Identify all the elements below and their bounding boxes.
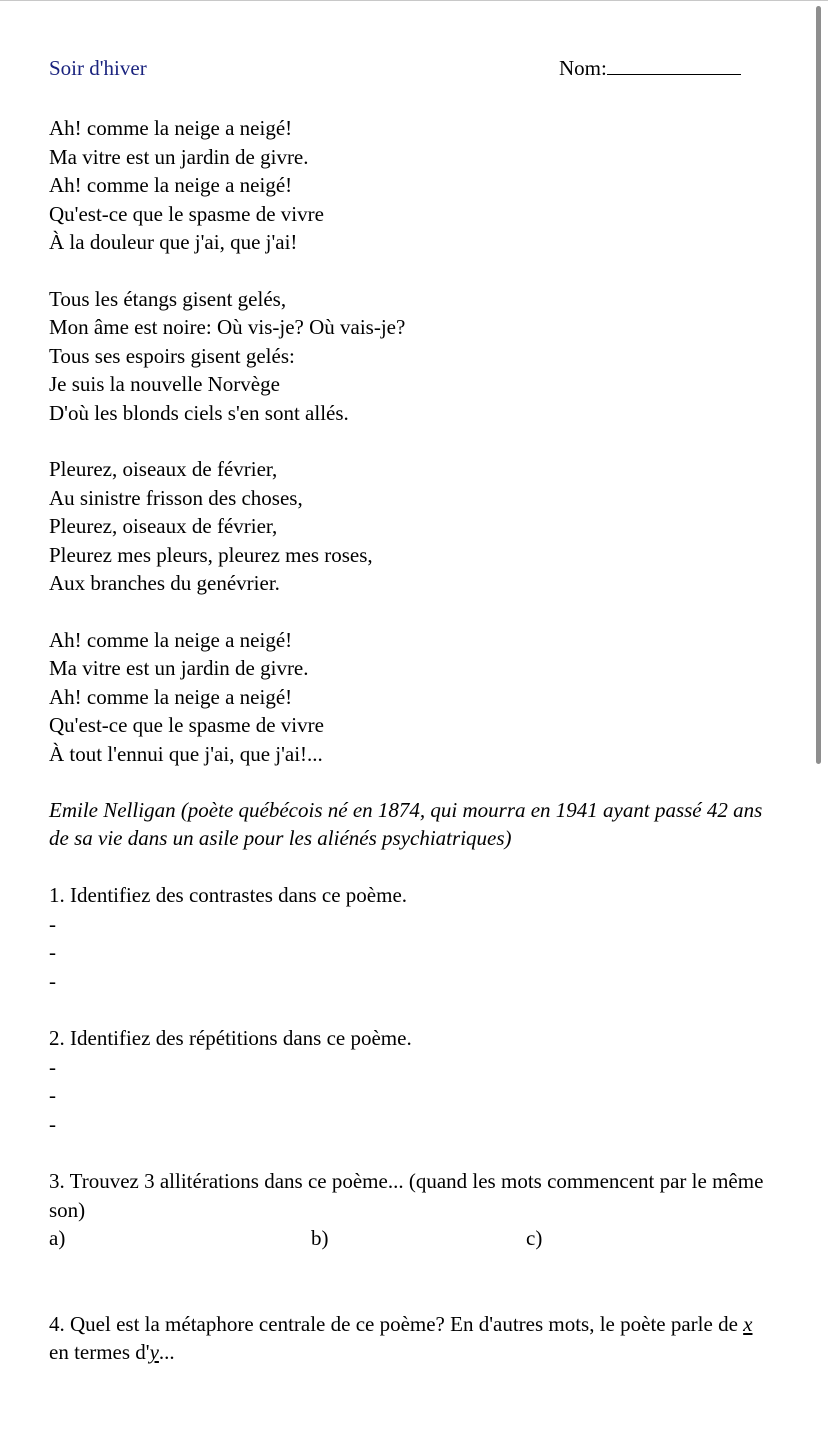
stanza <box>49 285 789 428</box>
answer-dash: - <box>49 911 56 936</box>
poem-line: Ah! comme la neige a neigé! <box>49 684 293 709</box>
poem-line: D'où les blonds ciels s'en sont allés. <box>49 400 349 425</box>
name-label: Nom: <box>559 56 607 80</box>
name-field <box>559 54 741 82</box>
answer-label-a: a) <box>49 1226 66 1250</box>
answer-dash: - <box>49 968 56 993</box>
poem-line: Ah! comme la neige a neigé! <box>49 173 293 197</box>
question-4-end: ... <box>158 1340 175 1364</box>
question-4 <box>49 1310 774 1367</box>
stanza <box>49 114 789 257</box>
poem-line: Pleurez, oiseaux de février, <box>49 457 278 481</box>
answer-label-c: c) <box>526 1226 543 1250</box>
poem-line: Au sinistre frisson des choses, <box>49 485 303 510</box>
poem-line: Aux branches du genévrier. <box>49 571 280 595</box>
stanza <box>49 626 789 769</box>
poem-line: Ma vitre est un jardin de givre. <box>49 144 309 169</box>
question-3-text: 3. Trouvez 3 allitérations dans ce poème... (quand les mots commencent par le même son) <box>49 1169 764 1222</box>
poem-line: À tout l'ennui que j'ai, que j'ai!... <box>49 741 323 766</box>
poem-line: Qu'est-ce que le spasme de vivre <box>49 201 324 226</box>
worksheet <box>49 54 789 1367</box>
variable-y: y <box>149 1340 159 1364</box>
poem-line: Tous les étangs gisent gelés, <box>49 286 287 311</box>
answer-label-b: b) <box>311 1226 329 1250</box>
question-2-text: 2. Identifiez des répétitions dans ce poème. <box>49 1026 412 1050</box>
question-3-answers <box>49 1224 789 1253</box>
poem-line: Mon âme est noire: Où vis-je? Où vais-je? <box>49 315 406 339</box>
poem-line: Pleurez mes pleurs, pleurez mes roses, <box>49 542 373 567</box>
top-border <box>0 0 828 1</box>
poem-line: Qu'est-ce que le spasme de vivre <box>49 713 324 737</box>
author-note: Emile Nelligan (poète québécois né en 1874, qui mourra en 1941 ayant passé 42 ans de sa vie dans un asile pour les aliénés psychiatriques) <box>49 798 763 850</box>
stanza <box>49 455 789 598</box>
poem <box>49 114 789 768</box>
name-blank-line[interactable] <box>607 54 741 75</box>
poem-line: Je suis la nouvelle Norvège <box>49 372 280 396</box>
poem-line: Tous ses espoirs gisent gelés: <box>49 343 295 368</box>
variable-x: x <box>743 1311 753 1336</box>
answer-dash: - <box>49 1054 56 1079</box>
question-2 <box>49 1024 789 1138</box>
question-1-text: 1. Identifiez des contrastes dans ce poème. <box>49 883 408 907</box>
scrollbar[interactable] <box>816 6 821 764</box>
poem-title: Soir d'hiver <box>49 56 147 80</box>
answer-dash: - <box>49 1083 56 1107</box>
answer-dash: - <box>49 940 56 964</box>
poem-line: Ah! comme la neige a neigé! <box>49 116 293 140</box>
question-4-text: 4. Quel est la métaphore centrale de ce poème? En d'autres mots, le poète parle de <box>49 1311 744 1336</box>
poem-line: À la douleur que j'ai, que j'ai! <box>49 230 298 254</box>
answer-dash: - <box>49 1111 56 1136</box>
poem-line: Pleurez, oiseaux de février, <box>49 514 278 538</box>
poem-line: Ah! comme la neige a neigé! <box>49 627 293 652</box>
question-1 <box>49 881 789 995</box>
question-3 <box>49 1167 789 1253</box>
question-4-middle: en termes d' <box>49 1340 150 1364</box>
header <box>49 54 789 82</box>
poem-line: Ma vitre est un jardin de givre. <box>49 656 309 680</box>
